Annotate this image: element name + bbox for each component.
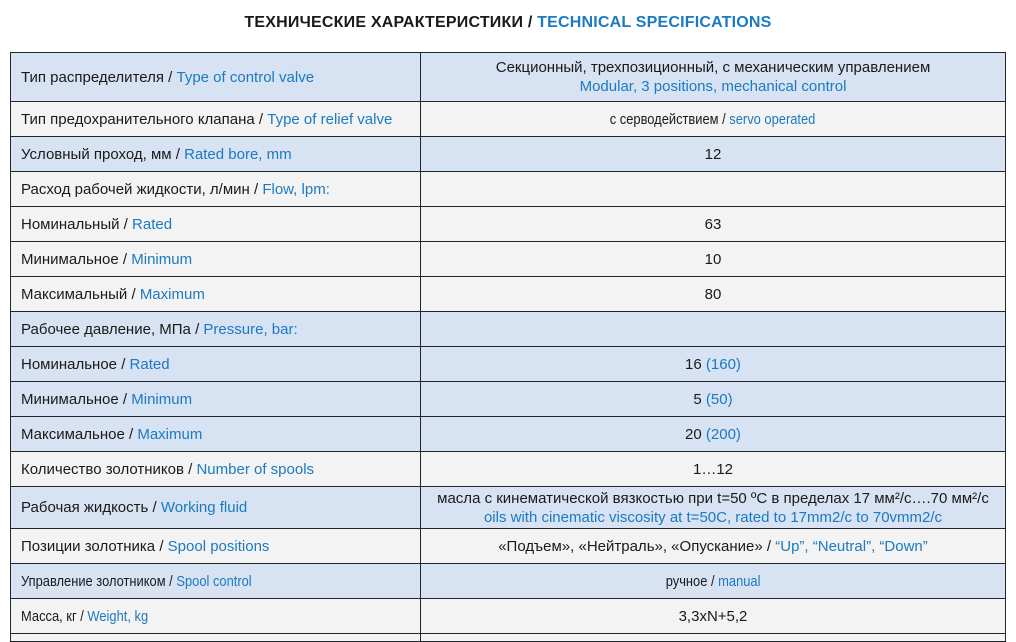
spec-label-cell: [11, 137, 421, 171]
value-en: “Up”, “Neutral”, “Down”: [775, 537, 928, 555]
spec-label-cell: [11, 207, 421, 241]
spec-value-cell: [421, 347, 1005, 381]
table-row: [11, 451, 1005, 486]
label-ru: Рабочая жидкость: [21, 499, 149, 516]
label-separator: /: [119, 215, 133, 233]
label-en: Maximum: [139, 285, 205, 303]
spec-value-cell: [421, 452, 1005, 486]
label-ru: Расход рабочей жидкости, л/мин: [21, 180, 250, 198]
label-separator: /: [155, 537, 168, 555]
label-separator: /: [190, 320, 204, 338]
label-ru: Минимальное: [21, 390, 119, 408]
label-ru: Минимальное: [21, 250, 119, 268]
value-text: 80: [704, 285, 722, 303]
label-ru: Рабочее давление, МПа: [21, 320, 191, 338]
label-en: Weight, kg: [87, 607, 149, 625]
label-separator: /: [117, 355, 130, 373]
label-ru: Масса, кг: [21, 607, 77, 625]
label-separator: /: [183, 460, 197, 478]
label-ru: Управление золотником: [21, 572, 166, 590]
label-ru: Тип предохранительного клапана: [21, 110, 255, 128]
label-en: Spool positions: [167, 537, 270, 555]
page-title: [0, 0, 1016, 32]
label-ru: Позиции золотника: [21, 537, 156, 555]
table-row: [11, 528, 1005, 563]
label-en: Pressure, bar:: [203, 320, 298, 338]
spec-label-cell: [11, 312, 421, 346]
table-row: [11, 136, 1005, 171]
label-en: Type of control valve: [176, 68, 315, 86]
spec-label-cell: [11, 452, 421, 486]
spec-label-cell: [11, 417, 421, 451]
spec-value-cell: [421, 312, 1005, 346]
table-row: [11, 101, 1005, 136]
value-text: 1…12: [692, 460, 734, 478]
table-row: [11, 563, 1005, 598]
spec-label-cell: [11, 102, 421, 136]
label-separator: /: [249, 180, 263, 198]
spec-value-cell: [421, 529, 1005, 563]
label-en: Type of relief valve: [267, 110, 393, 128]
spec-value-cell: [421, 53, 1005, 101]
value-line-en: Modular, 3 positions, mechanical control: [579, 78, 847, 95]
label-en: Maximum: [137, 425, 203, 443]
label-separator: /: [171, 145, 185, 163]
spec-value-cell: [421, 172, 1005, 206]
spec-label-cell: [11, 277, 421, 311]
page-title-ru: ТЕХНИЧЕСКИЕ ХАРАКТЕРИСТИКИ: [244, 14, 524, 31]
spec-label-cell: [11, 529, 421, 563]
table-row: [11, 171, 1005, 206]
table-row: [11, 311, 1005, 346]
label-ru: Условный проход, мм: [21, 145, 172, 163]
label-en: Working fluid: [160, 499, 248, 516]
spec-label-cell: [11, 599, 421, 633]
spec-value-cell: [421, 137, 1005, 171]
value-text: 10: [704, 250, 722, 268]
label-ru: Количество золотников: [21, 460, 184, 478]
spec-value-cell: [421, 207, 1005, 241]
spec-value-cell: [421, 102, 1005, 136]
spec-label-cell: [11, 242, 421, 276]
spec-value-cell: [421, 599, 1005, 633]
value-alt: (200): [705, 425, 741, 443]
table-row: [11, 276, 1005, 311]
table-row: [11, 416, 1005, 451]
table-row: [11, 241, 1005, 276]
table-row: [11, 206, 1005, 241]
value-ru: ручное: [665, 572, 708, 590]
label-separator: /: [148, 499, 161, 516]
label-separator: /: [124, 425, 138, 443]
spec-label-cell: [11, 347, 421, 381]
label-en: Rated: [129, 355, 170, 373]
label-ru: Номинальное: [21, 355, 118, 373]
spec-label-cell: [11, 487, 421, 528]
spec-value-cell: [421, 277, 1005, 311]
label-en: Spool control: [176, 572, 252, 590]
value-text: 12: [704, 145, 722, 163]
label-ru: Тип распределителя: [21, 68, 164, 86]
label-ru: Максимальный: [21, 285, 128, 303]
value-ru: «Подъем», «Нейтраль», «Опускание»: [498, 537, 763, 555]
spec-label-cell: [11, 634, 421, 641]
spec-value-cell: [421, 417, 1005, 451]
value-ru: с серводействием: [610, 110, 719, 128]
spec-value-cell: [421, 382, 1005, 416]
value-line-en: oils with cinematic viscosity at t=50C, rated to 17mm2/c to 70vmm2/c: [483, 508, 943, 526]
table-row: [11, 53, 1005, 101]
label-en: Minimum: [131, 250, 193, 268]
value-alt: (50): [705, 390, 733, 408]
value-text: 3,3хN+5,2: [678, 607, 748, 625]
value-separator: /: [707, 572, 719, 590]
spec-label-cell: [11, 53, 421, 101]
label-separator: /: [163, 68, 177, 86]
value-line-ru: масла с кинематической вязкостью при t=50 ºС в пределах 17 мм²/с….70 мм²/с: [437, 489, 989, 507]
table-row: [11, 486, 1005, 528]
table-row: [11, 346, 1005, 381]
value-separator: /: [762, 537, 776, 555]
spec-value-cell: [421, 564, 1005, 598]
label-ru: Максимальное: [21, 425, 125, 443]
value-ru: 5: [693, 390, 702, 408]
value-en: servo operated: [729, 110, 816, 128]
value-line-ru: Секционный, трехпозиционный, с механическим управлением: [495, 59, 931, 76]
value-ru: 20: [685, 425, 702, 443]
spec-value-cell: [421, 634, 1005, 641]
label-en: Minimum: [131, 390, 193, 408]
spec-table: [10, 52, 1006, 642]
page-title-separator: /: [523, 14, 538, 31]
value-en: manual: [718, 572, 761, 590]
label-separator: /: [127, 285, 140, 303]
table-row: [11, 598, 1005, 633]
label-separator: /: [118, 250, 132, 268]
label-ru: Номинальный: [21, 215, 120, 233]
value-separator: /: [718, 110, 730, 128]
label-en: Rated: [132, 215, 173, 233]
spec-value-cell: [421, 242, 1005, 276]
page-title-en: TECHNICAL SPECIFICATIONS: [537, 14, 772, 31]
label-separator: /: [165, 572, 177, 590]
spec-value-cell: [421, 487, 1005, 528]
label-separator: /: [76, 607, 88, 625]
table-row-empty: [11, 633, 1005, 641]
value-text: 63: [704, 215, 722, 233]
label-en: Rated bore, mm: [184, 145, 292, 163]
label-separator: /: [254, 110, 268, 128]
table-row: [11, 381, 1005, 416]
label-separator: /: [118, 390, 132, 408]
label-en: Flow, lpm:: [262, 180, 330, 198]
spec-label-cell: [11, 382, 421, 416]
label-en: Number of spools: [196, 460, 315, 478]
spec-label-cell: [11, 172, 421, 206]
value-ru: 16: [685, 355, 702, 373]
value-alt: (160): [705, 355, 741, 373]
spec-label-cell: [11, 564, 421, 598]
